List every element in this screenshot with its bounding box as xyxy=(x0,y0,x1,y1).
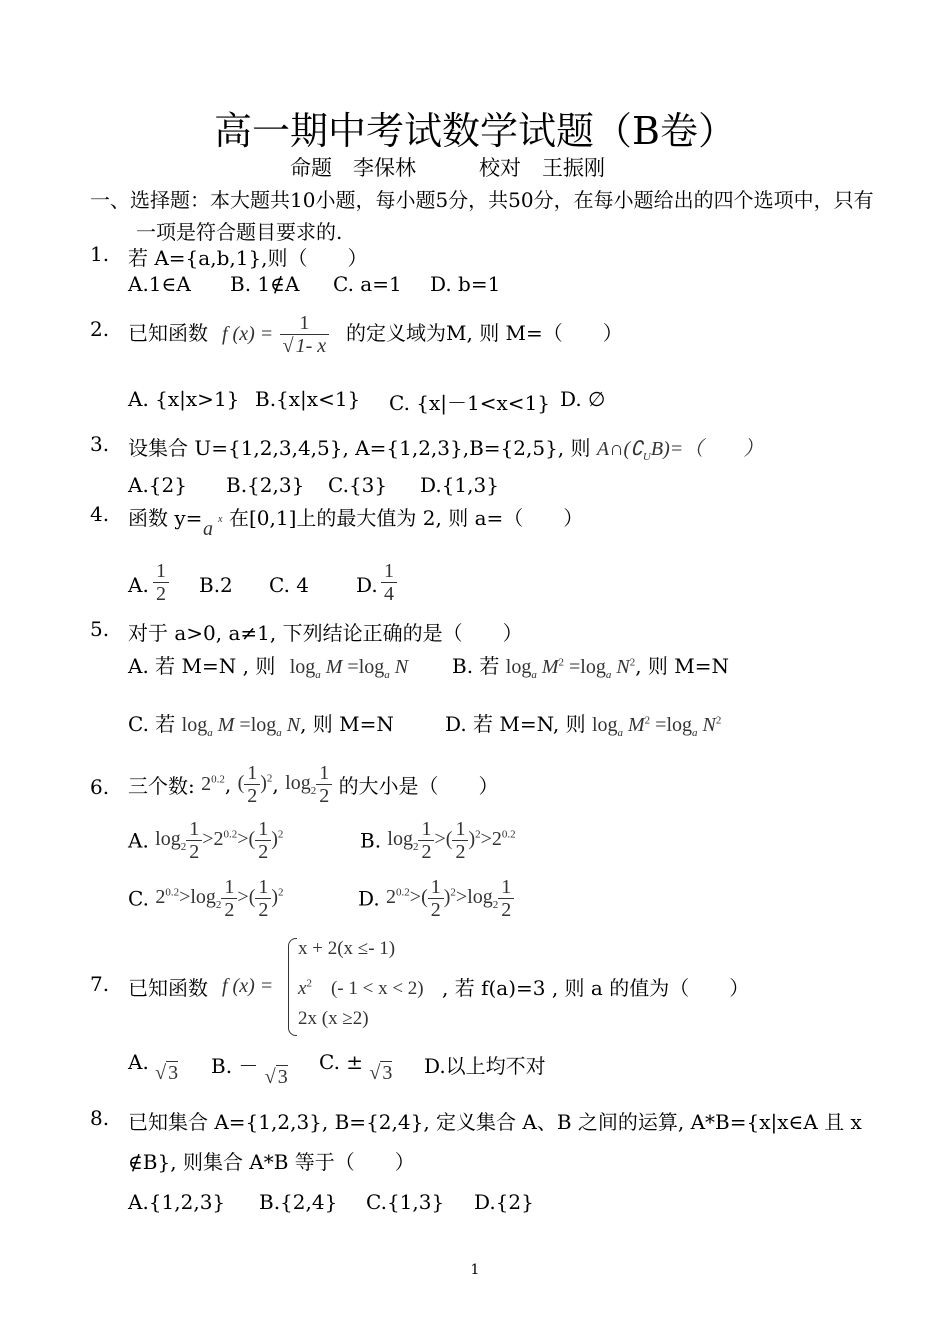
q6-d-logsub: 2 xyxy=(492,899,499,912)
q6-b-gt1: > xyxy=(434,828,446,851)
q6-d-gt2: > xyxy=(455,886,468,909)
q5-c-sub2: a xyxy=(276,727,282,739)
q6-d-d2: 2 xyxy=(501,899,512,921)
q6-c-d2: 2 xyxy=(258,899,269,921)
q5-b-expr xyxy=(505,656,636,681)
q6-d-n1: 1 xyxy=(428,876,444,899)
q5-a-log2: log xyxy=(358,656,385,678)
q5-b-eq: = xyxy=(569,656,581,678)
q6-option-c xyxy=(128,876,284,921)
q7-c-radicand: 3 xyxy=(382,1062,393,1084)
q6-a-powexp: 0.2 xyxy=(223,828,238,841)
q6-c-d1: 2 xyxy=(224,899,235,921)
q6-b-sq: 2 xyxy=(475,828,481,841)
q5-c-log2: log xyxy=(250,714,277,736)
q6-a-d1: 2 xyxy=(189,841,200,863)
q6-c-n2: 1 xyxy=(255,876,271,899)
q4-number: 4. xyxy=(90,502,110,526)
q2-fx: f (x) = xyxy=(222,323,274,345)
q5-d-sub1: a xyxy=(617,727,623,739)
q1-option-a: A.1∈A xyxy=(128,272,191,296)
q6-t3-sub: 2 xyxy=(310,785,317,798)
q2-pre: 已知函数 xyxy=(128,321,208,345)
q7-c-root: √ 3 xyxy=(369,1062,393,1084)
q5-b-M: M xyxy=(541,656,559,678)
q6-a-pow: 2 xyxy=(213,828,224,851)
q5-b-log2: log xyxy=(580,656,606,678)
q6-a-label: A. xyxy=(128,828,149,853)
q4-option-d-fraction xyxy=(381,560,397,605)
q2-formula xyxy=(222,312,329,357)
q4-option-a-fraction xyxy=(153,560,169,605)
q6-c-expr: $2^{0.2}>\log_2$ $\frac{1}{2}$ >( $\frac{1}{2}$ )$^2$ xyxy=(155,876,284,921)
q5-option-a xyxy=(128,650,408,681)
q4-option-b: B.2 xyxy=(199,573,233,597)
q5-b-pre: B. 若 xyxy=(452,654,500,678)
q4-d-num: 1 xyxy=(381,560,397,583)
q6-comma1: , xyxy=(224,772,232,797)
q3-tail: B)=（ ） xyxy=(650,438,764,460)
q7-fx: f (x) = xyxy=(222,975,274,997)
q7-case2-x: x xyxy=(298,978,307,999)
q8-option-a: A.{1,2,3} xyxy=(128,1190,226,1214)
q7-option-c xyxy=(319,1050,393,1084)
q5-d-M: M xyxy=(628,714,645,736)
q6-d-sq: 2 xyxy=(450,886,456,899)
q6-a-gt1: > xyxy=(202,828,214,851)
q2-denominator: √ 1- x xyxy=(282,335,327,357)
q5-d-eq: = xyxy=(655,714,667,736)
q6-b-gt2: > xyxy=(480,828,492,851)
q7-number: 7. xyxy=(90,972,110,996)
q5-stem: 对于 a>0, a≠1, 下列结论正确的是（ ） xyxy=(128,621,523,645)
q6-c-logsub: 2 xyxy=(215,899,222,912)
q4-pre: 函数 y= xyxy=(128,506,203,530)
q5-d-sq2: 2 xyxy=(715,714,722,727)
q6-comma2: , xyxy=(272,772,279,797)
q1-option-c: C. a=1 xyxy=(333,272,402,296)
q5-b-log1: log xyxy=(505,656,532,678)
q6-c-pow: 2 xyxy=(155,886,166,909)
q5-option-c xyxy=(128,708,394,739)
q5-a-eq: = xyxy=(347,656,359,678)
q6-a-n2: 1 xyxy=(255,818,271,841)
q2-number: 2. xyxy=(90,317,110,341)
q3-option-b: B.{2,3} xyxy=(226,473,305,497)
q5-b-N: N xyxy=(616,656,630,678)
q5-c-N: N xyxy=(286,714,301,736)
q7-a-radicand: 3 xyxy=(168,1062,179,1084)
q6-t3-num: 1 xyxy=(316,762,332,785)
q6-d-expr: $2^{0.2}>$( $\frac{1}{2}$ )$^2>\log_2$ $\frac{1}{2}$ xyxy=(386,886,514,908)
q8-line2: ∉B}, 则集合 A*B 等于（ ） xyxy=(128,1150,415,1174)
q2-fraction xyxy=(280,312,330,357)
q6-stem xyxy=(128,762,499,807)
q3-stem xyxy=(128,432,763,463)
q7-case2 xyxy=(298,973,424,1000)
q5-b-sub2: a xyxy=(605,669,612,681)
q6-t2-sq: 2 xyxy=(266,772,273,785)
q5-a-log1: log xyxy=(289,656,316,678)
q6-d-powexp: 0.2 xyxy=(396,886,410,899)
q5-d-log2: log xyxy=(666,714,693,736)
q5-a-M: M xyxy=(325,656,343,678)
q5-option-d xyxy=(445,708,721,739)
section-heading xyxy=(90,184,880,248)
q5-a-sub1: a xyxy=(315,669,321,681)
q3-expr: A∩(∁ xyxy=(596,438,643,460)
q6-d-log: log xyxy=(467,886,493,909)
section-text: 一、选择题：本大题共10小题，每小题5分，共50分，在每小题给出的四个选项中，只有一项是符合题目要求的. xyxy=(90,188,874,244)
q6-c-sq: 2 xyxy=(278,886,284,899)
q6-b-log: log xyxy=(387,828,413,851)
q1-option-d: D. b=1 xyxy=(430,272,501,296)
q5-a-N: N xyxy=(394,656,409,678)
q4-base: a xyxy=(203,518,213,540)
q6-b-logsub: 2 xyxy=(412,841,419,854)
q1-option-b: B. 1∉A xyxy=(230,272,300,296)
q3-option-c: C.{3} xyxy=(328,473,388,497)
q2-option-d: D. ∅ xyxy=(560,387,606,411)
q4-d-den: 4 xyxy=(384,583,394,605)
page-title: 高一期中考试数学试题（B卷） xyxy=(214,109,736,153)
q7-case1: x + 2(x ≤- 1) xyxy=(298,938,396,959)
q6-c-n1: 1 xyxy=(221,876,237,899)
q1-stem: 若 A={a,b,1},则（ ） xyxy=(128,246,368,270)
q5-c-eq: = xyxy=(239,714,251,736)
q5-c-post: , 则 M=N xyxy=(300,712,394,736)
q5-a-expr xyxy=(289,656,409,681)
q6-t3-den: 2 xyxy=(319,785,330,807)
q8-line1: 已知集合 A={1,2,3}, B={2,4}, 定义集合 A、B 之间的运算, A*B={x|x∈A 且 x xyxy=(128,1110,862,1134)
q6-t2-num: 1 xyxy=(244,762,260,785)
q4-exp: x xyxy=(218,514,223,525)
q6-b-powexp: 0.2 xyxy=(501,828,516,841)
q5-b-sq1: 2 xyxy=(558,656,565,669)
q4-option-c: C. 4 xyxy=(269,573,310,597)
q6-d-n2: 1 xyxy=(498,876,514,899)
q4-a-den: 2 xyxy=(156,583,166,605)
q6-option-b xyxy=(360,818,516,863)
q5-d-expr xyxy=(591,714,722,739)
q6-t3-log: log xyxy=(285,772,311,795)
q6-t2-den: 2 xyxy=(247,785,258,807)
q5-c-pre: C. 若 xyxy=(128,712,176,736)
q6-b-pow: 2 xyxy=(491,828,502,851)
q6-d-d1: 2 xyxy=(430,899,441,921)
q5-c-expr xyxy=(181,714,301,739)
q6-c-powexp: 0.2 xyxy=(165,886,180,899)
q5-c-M: M xyxy=(217,714,235,736)
q6-term3 xyxy=(285,762,332,807)
q6-d-pow: 2 xyxy=(386,886,397,909)
q6-a-log: log xyxy=(155,828,181,851)
q6-a-d2: 2 xyxy=(258,841,269,863)
q2-post: 的定义域为M, 则 M=（ ） xyxy=(346,321,623,345)
q3-sub: U xyxy=(642,451,651,463)
q7-a-label: A. xyxy=(128,1050,149,1074)
q7-b-radicand: 3 xyxy=(277,1066,288,1088)
q4-option-d-label: D. xyxy=(356,573,378,597)
q6-number: 6. xyxy=(90,775,110,799)
q6-a-gt2: > xyxy=(237,828,249,851)
q3-option-d: D.{1,3} xyxy=(420,473,499,497)
q1-number: 1. xyxy=(90,242,110,266)
q7-option-b xyxy=(211,1050,288,1088)
q7-option-a xyxy=(128,1050,179,1084)
q6-a-logsub: 2 xyxy=(180,841,187,854)
q6-b-d1: 2 xyxy=(421,841,432,863)
q2-numerator: 1 xyxy=(280,312,330,335)
q6-d-gt1: > xyxy=(409,886,422,909)
q5-a-pre: A. 若 M=N , 则 xyxy=(128,654,276,678)
q6-b-expr: $\log_2$ $\frac{1}{2}$ >( $\frac{1}{2}$ )$^2>2^{0.2}$ xyxy=(387,818,516,863)
q8-number: 8. xyxy=(90,1106,110,1130)
q7-case2-sq: 2 xyxy=(306,977,312,990)
q6-c-label: C. xyxy=(128,886,149,911)
q2-radicand: 1- x xyxy=(295,335,327,357)
q7-case2-cond: (- 1 < x < 2) xyxy=(330,978,424,999)
q6-term2: ( $\frac{1}{2}$ )$^2$ xyxy=(237,762,273,807)
q6-d-label: D. xyxy=(358,886,380,911)
q3-option-a: A.{2} xyxy=(128,473,187,497)
page-number: 1 xyxy=(470,1262,480,1278)
q6-pre: 三个数: xyxy=(128,774,195,798)
q5-d-sub2: a xyxy=(692,727,698,739)
q5-b-sub1: a xyxy=(531,669,537,681)
q6-a-expr: $\log_2$ $\frac{1}{2}$ $>2^{0.2}>$( $\frac{1}{2}$ )$^2$ xyxy=(155,818,284,863)
q6-c-log: log xyxy=(190,886,216,909)
q5-b-sq2: 2 xyxy=(629,656,636,669)
q5-c-sub1: a xyxy=(207,727,213,739)
q8-option-c: C.{1,3} xyxy=(366,1190,445,1214)
q7-post: , 若 f(a)=3 , 则 a 的值为（ ） xyxy=(442,976,750,1000)
q6-b-d2: 2 xyxy=(455,841,466,863)
q7-a-root: √ 3 xyxy=(155,1062,179,1084)
q5-d-N: N xyxy=(702,714,716,736)
q7-pre: 已知函数 xyxy=(128,976,208,1000)
q5-number: 5. xyxy=(90,617,110,641)
q7-case3: 2x (x ≥2) xyxy=(298,1008,369,1029)
q5-b-post: , 则 M=N xyxy=(635,654,730,678)
authors-line: 命题 李保林 校对 王振刚 xyxy=(290,156,605,180)
q3-number: 3. xyxy=(90,432,110,456)
q3-stem-text: 设集合 U={1,2,3,4,5}, A={1,2,3},B={2,5}, 则 xyxy=(128,436,591,460)
q6-t1-exp: 0.2 xyxy=(211,773,225,786)
q6-b-n2: 1 xyxy=(452,818,468,841)
q6-c-gt2: > xyxy=(237,886,249,909)
q7-b-label: B. － xyxy=(211,1054,259,1078)
q2-option-a: A. {x|x>1} xyxy=(128,387,240,411)
q6-b-label: B. xyxy=(360,828,382,853)
q7-c-label: C. ± xyxy=(319,1050,364,1074)
q6-b-n1: 1 xyxy=(418,818,434,841)
q5-a-sub2: a xyxy=(384,669,390,681)
q4-post: 在[0,1]上的最大值为 2, 则 a=（ ） xyxy=(229,506,584,530)
q7-brace xyxy=(288,938,297,1036)
q7-b-root: √ 3 xyxy=(264,1066,288,1088)
q8-option-b: B.{2,4} xyxy=(259,1190,338,1214)
q4-option-a-label: A. xyxy=(128,573,149,597)
q6-t1-base: 2 xyxy=(201,773,212,795)
q7-option-d: D.以上均不对 xyxy=(424,1054,546,1078)
q4-a-num: 1 xyxy=(153,560,169,583)
q2-option-b: B.{x|x<1} xyxy=(255,387,361,411)
q6-term1 xyxy=(201,773,225,795)
q6-a-n1: 1 xyxy=(186,818,202,841)
q6-option-d xyxy=(358,876,514,921)
q5-d-sq1: 2 xyxy=(644,714,651,727)
q6-a-sq: 2 xyxy=(277,828,284,841)
q5-c-log1: log xyxy=(181,714,208,736)
q2-option-c: C. {x|－1<x<1} xyxy=(389,391,551,415)
q6-option-a xyxy=(128,818,283,863)
q6-post: 的大小是（ ） xyxy=(338,774,499,798)
q5-d-pre: D. 若 M=N, 则 xyxy=(445,712,586,736)
q5-option-b xyxy=(452,650,729,681)
q6-c-gt1: > xyxy=(179,886,191,909)
q8-option-d: D.{2} xyxy=(474,1190,534,1214)
q5-d-log1: log xyxy=(591,714,618,736)
